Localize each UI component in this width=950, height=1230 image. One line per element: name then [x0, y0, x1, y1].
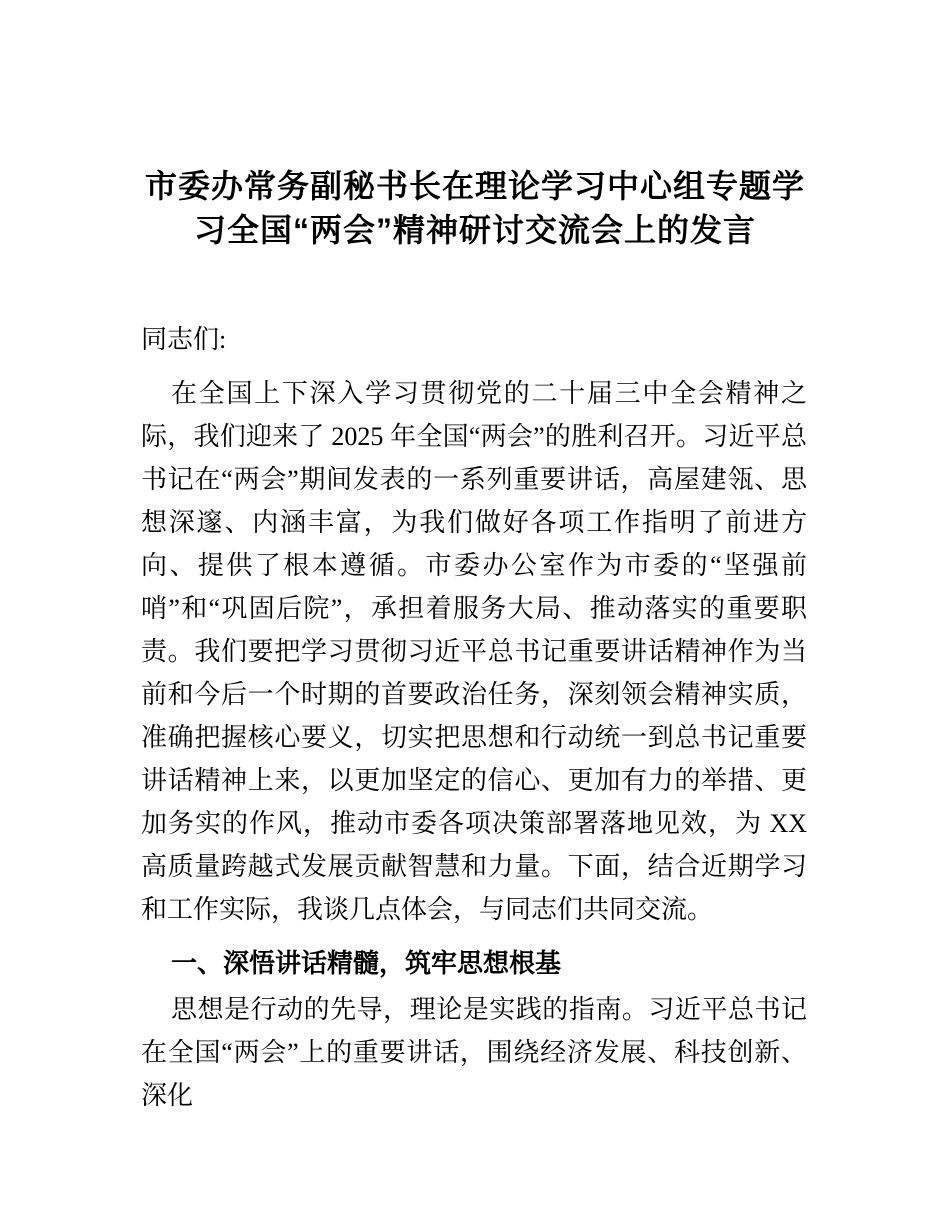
- document-title: [90, 164, 860, 252]
- paragraph-2: 思想是行动的先导，理论是实践的指南。习近平总书记在全国“两会”上的重要讲话，围绕经济发展、科技创新、深化: [141, 995, 807, 1110]
- document-title-line-2: 习全国“两会”精神研讨交流会上的发言: [193, 212, 756, 248]
- document-title-line-1: 市委办常务副秘书长在理论学习中心组专题学: [144, 168, 805, 204]
- paragraph-1: 在全国上下深入学习贯彻党的二十届三中全会精神之际，我们迎来了 2025 年全国“两会”的胜利召开。习近平总书记在“两会”期间发表的一系列重要讲话，高屋建瓴、思想深邃、内涵丰富，为我们做好各项工作指明了前进方向、提供了根本遵循。市委办公室作为市委的“坚强前哨”和“巩固后院”，承担着服务大局、推动落实的重要职责。我们要把学习贯彻习近平总书记重要讲话精神作为当前和今后一个时期的首要政治任务，深刻领会精神实质，准确把握核心要义，切实把思想和行动统一到总书记重要讲话精神上来，以更加坚定的信心、更加有力的举措、更加务实的作风，推动市委各项决策部署落地见效，为 XX 高质量跨越式发展贡献智慧和力量。下面，结合近期学习和工作实际，我谈几点体会，与同志们共同交流。: [141, 379, 807, 924]
- document-body: [141, 318, 807, 1117]
- section-heading-1: 一、深悟讲话精髓，筑牢思想根基: [171, 949, 562, 978]
- salutation: 同志们:: [141, 325, 227, 354]
